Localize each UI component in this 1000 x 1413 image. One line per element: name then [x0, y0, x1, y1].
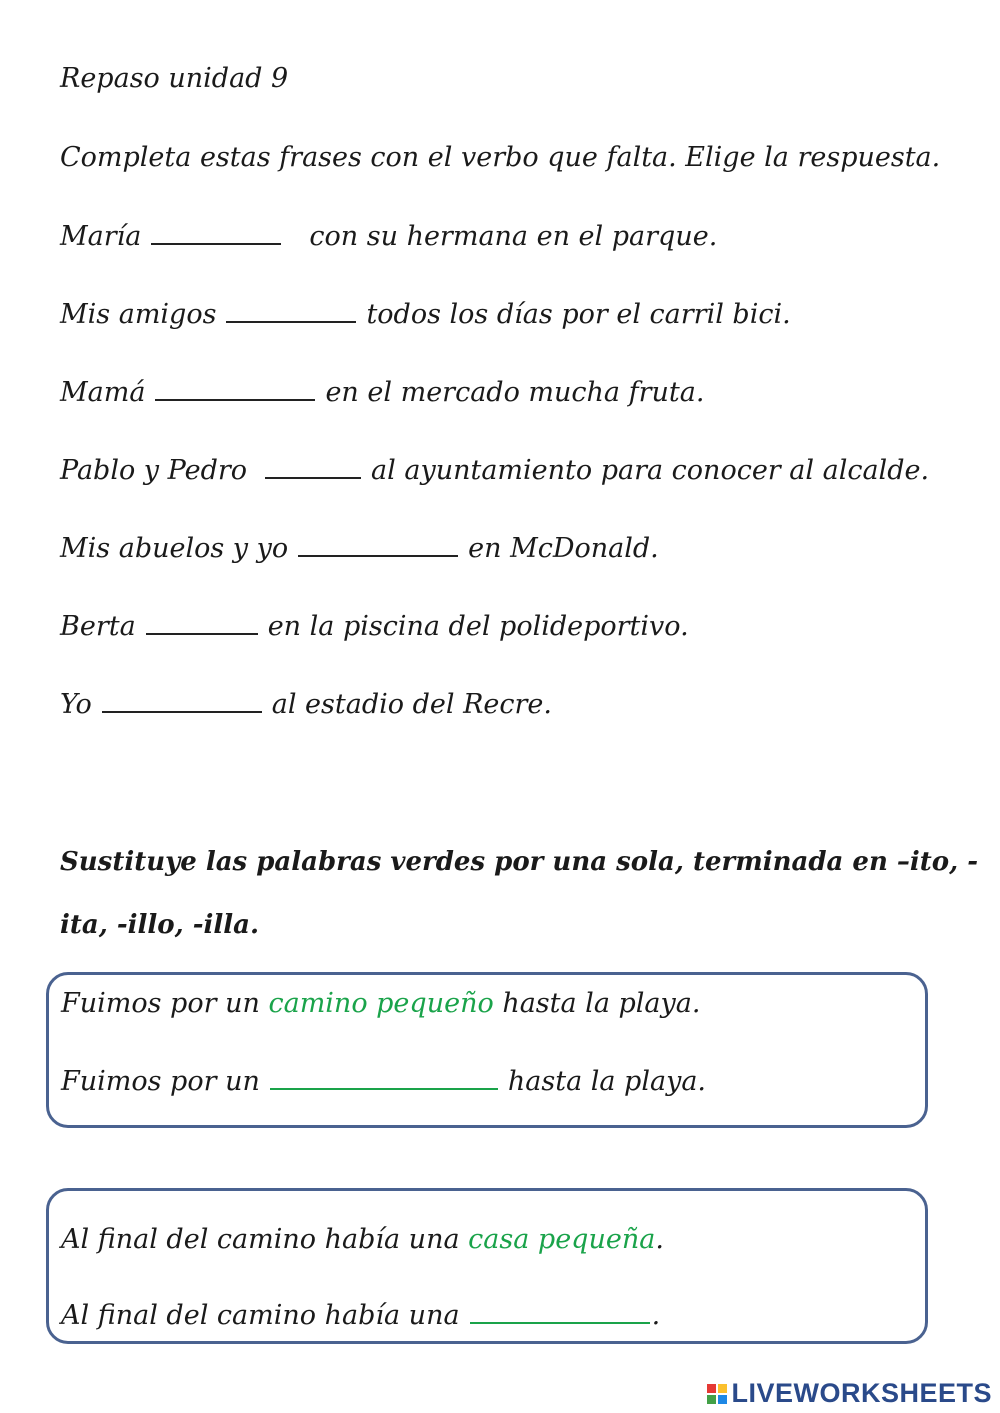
- answer-sentence: [61, 1299, 660, 1333]
- sentence-start: Fuimos por un: [61, 1066, 260, 1097]
- sentence-start: Pablo y Pedro: [60, 455, 248, 486]
- sentence-end: hasta la playa.: [507, 1066, 707, 1097]
- example-sentence: [61, 1223, 664, 1257]
- answer-sentence: [61, 1065, 706, 1099]
- sentence-start: Yo: [60, 689, 92, 720]
- sentence-row: [60, 220, 717, 254]
- instruction-complete-verbs: Completa estas frases con el verbo que falta. Elige la respuesta.: [60, 142, 941, 173]
- sentence-start: Al final del camino había una: [61, 1224, 460, 1255]
- page-title: Repaso unidad 9: [60, 63, 289, 94]
- sentence-end: con su hermana en el parque.: [309, 221, 718, 252]
- sentence-end: todos los días por el carril bici.: [366, 299, 791, 330]
- sentence-end: .: [655, 1224, 664, 1255]
- answer-blank[interactable]: [298, 533, 458, 557]
- sentence-start: María: [60, 221, 142, 252]
- green-words: camino pequeño: [268, 988, 494, 1019]
- answer-blank[interactable]: [151, 221, 281, 245]
- sentence-start: Fuimos por un: [61, 988, 260, 1019]
- sentence-start: Al final del camino había una: [61, 1300, 460, 1331]
- green-words: casa pequeña: [468, 1224, 656, 1255]
- sentence-row: [60, 454, 929, 488]
- sentence-end: al estadio del Recre.: [271, 689, 552, 720]
- sentence-row: [60, 532, 659, 566]
- sentence-start: Mamá: [60, 377, 146, 408]
- instruction-diminutives-line2: ita, -illo, -illa.: [60, 910, 260, 940]
- sentence-row: [60, 298, 791, 332]
- sentence-end: al ayuntamiento para conocer al alcalde.: [371, 455, 930, 486]
- sentence-row: [60, 610, 689, 644]
- instruction-diminutives-line1: Sustituye las palabras verdes por una sola, terminada en –ito, -: [60, 847, 979, 877]
- example-sentence: [61, 987, 700, 1021]
- answer-blank[interactable]: [226, 299, 356, 323]
- exercise-box-casa: [46, 1188, 928, 1344]
- answer-blank[interactable]: [270, 1066, 498, 1090]
- liveworksheets-footer: [707, 1378, 992, 1409]
- sentence-start: Mis amigos: [60, 299, 217, 330]
- liveworksheets-logo-icon: [707, 1384, 727, 1404]
- answer-blank[interactable]: [146, 611, 258, 635]
- sentence-start: Berta: [60, 611, 136, 642]
- answer-blank[interactable]: [155, 377, 315, 401]
- sentence-end: .: [651, 1300, 661, 1331]
- sentence-end: hasta la playa.: [502, 988, 701, 1019]
- brand-name: LIVEWORKSHEETS: [731, 1378, 992, 1408]
- answer-blank[interactable]: [102, 689, 262, 713]
- sentence-end: en el mercado mucha fruta.: [325, 377, 705, 408]
- exercise-box-camino: [46, 972, 928, 1128]
- sentence-end: en McDonald.: [468, 533, 659, 564]
- sentence-end: en la piscina del polideportivo.: [267, 611, 689, 642]
- sentence-start: Mis abuelos y yo: [60, 533, 289, 564]
- answer-blank[interactable]: [470, 1300, 650, 1324]
- sentence-row: [60, 688, 552, 722]
- answer-blank[interactable]: [265, 455, 361, 479]
- sentence-row: [60, 376, 704, 410]
